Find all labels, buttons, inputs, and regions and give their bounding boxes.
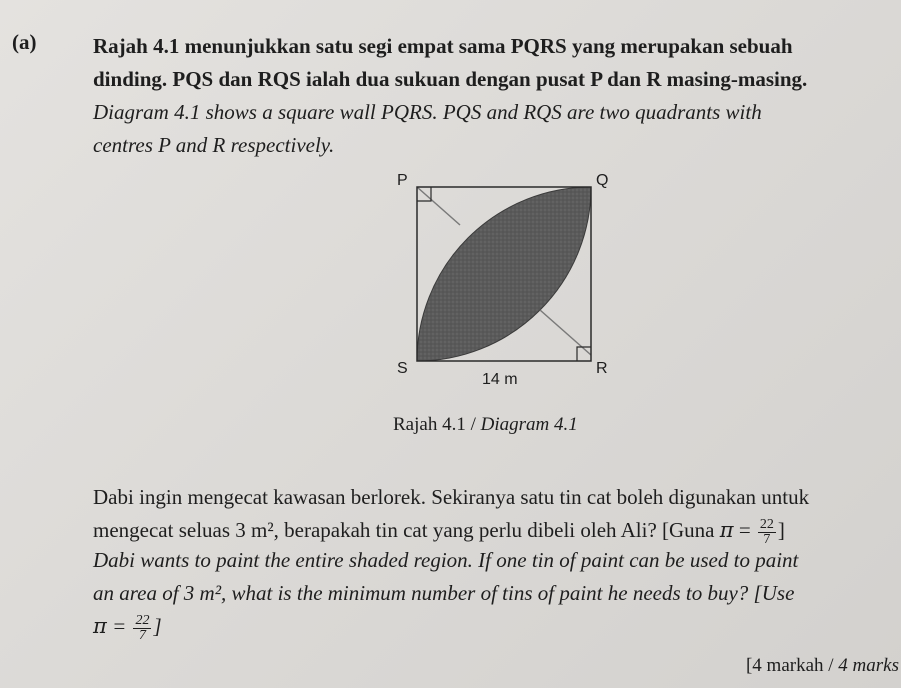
english-question-line: [93, 610, 893, 643]
malay-intro: [93, 30, 893, 96]
pi-symbol: π: [719, 518, 734, 542]
question-number: (a): [12, 30, 37, 54]
shaded-region: [417, 187, 591, 361]
marks-label: [746, 655, 899, 677]
closing-bracket: ]: [777, 518, 785, 542]
diagram-caption: [393, 414, 578, 436]
equals-sign: =: [738, 518, 751, 542]
side-length-label: 14 m: [482, 371, 518, 388]
marks-malay: [4 markah /: [745, 655, 839, 676]
english-intro-line: centres P and R respectively.: [93, 133, 335, 157]
pi-symbol: π: [93, 614, 107, 638]
english-question-line: an area of 3 m², what is the minimum number of tins of paint he needs to buy? [Use: [93, 581, 795, 605]
malay-question-text: mengecat seluas 3 m², berapakah tin cat yang perlu dibeli oleh Ali? [Guna: [93, 518, 720, 542]
english-intro-line: Diagram 4.1 shows a square wall PQRS. PQS and RQS are two quadrants with: [93, 100, 762, 124]
fraction: [133, 614, 151, 643]
malay-intro-line: Rajah 4.1 menunjukkan satu segi empat sama PQRS yang merupakan sebuah: [93, 34, 793, 58]
fraction-denominator: 7: [138, 627, 146, 643]
fraction-numerator: 22: [135, 612, 150, 628]
radius-line-r: [540, 310, 591, 355]
vertex-label-s: S: [397, 360, 408, 377]
english-question: [93, 544, 893, 643]
fraction-denominator: 7: [763, 531, 771, 547]
closing-bracket: ]: [153, 614, 162, 638]
malay-intro-line: dinding. PQS dan RQS ialah dua sukuan dengan pusat P dan R masing-masing.: [93, 67, 808, 91]
malay-question-line: [93, 514, 893, 547]
vertex-label-p: P: [397, 172, 408, 189]
marks-english: 4 marks: [838, 655, 899, 676]
malay-question: [93, 481, 893, 547]
caption-english: Diagram 4.1: [480, 414, 578, 435]
malay-question-line: Dabi ingin mengecat kawasan berlorek. Sekiranya satu tin cat boleh digunakan untuk: [93, 485, 810, 509]
radius-line-p: [417, 187, 460, 225]
fraction: [758, 518, 776, 547]
english-intro: [93, 96, 893, 162]
vertex-label-q: Q: [596, 172, 609, 189]
english-question-line: Dabi wants to paint the entire shaded region. If one tin of paint can be used to paint: [93, 548, 799, 572]
fraction-numerator: 22: [759, 516, 774, 532]
square-wall-diagram: [380, 165, 630, 395]
vertex-label-r: R: [596, 360, 608, 377]
caption-malay: Rajah 4.1 /: [393, 414, 481, 435]
equals-sign: =: [112, 614, 127, 638]
